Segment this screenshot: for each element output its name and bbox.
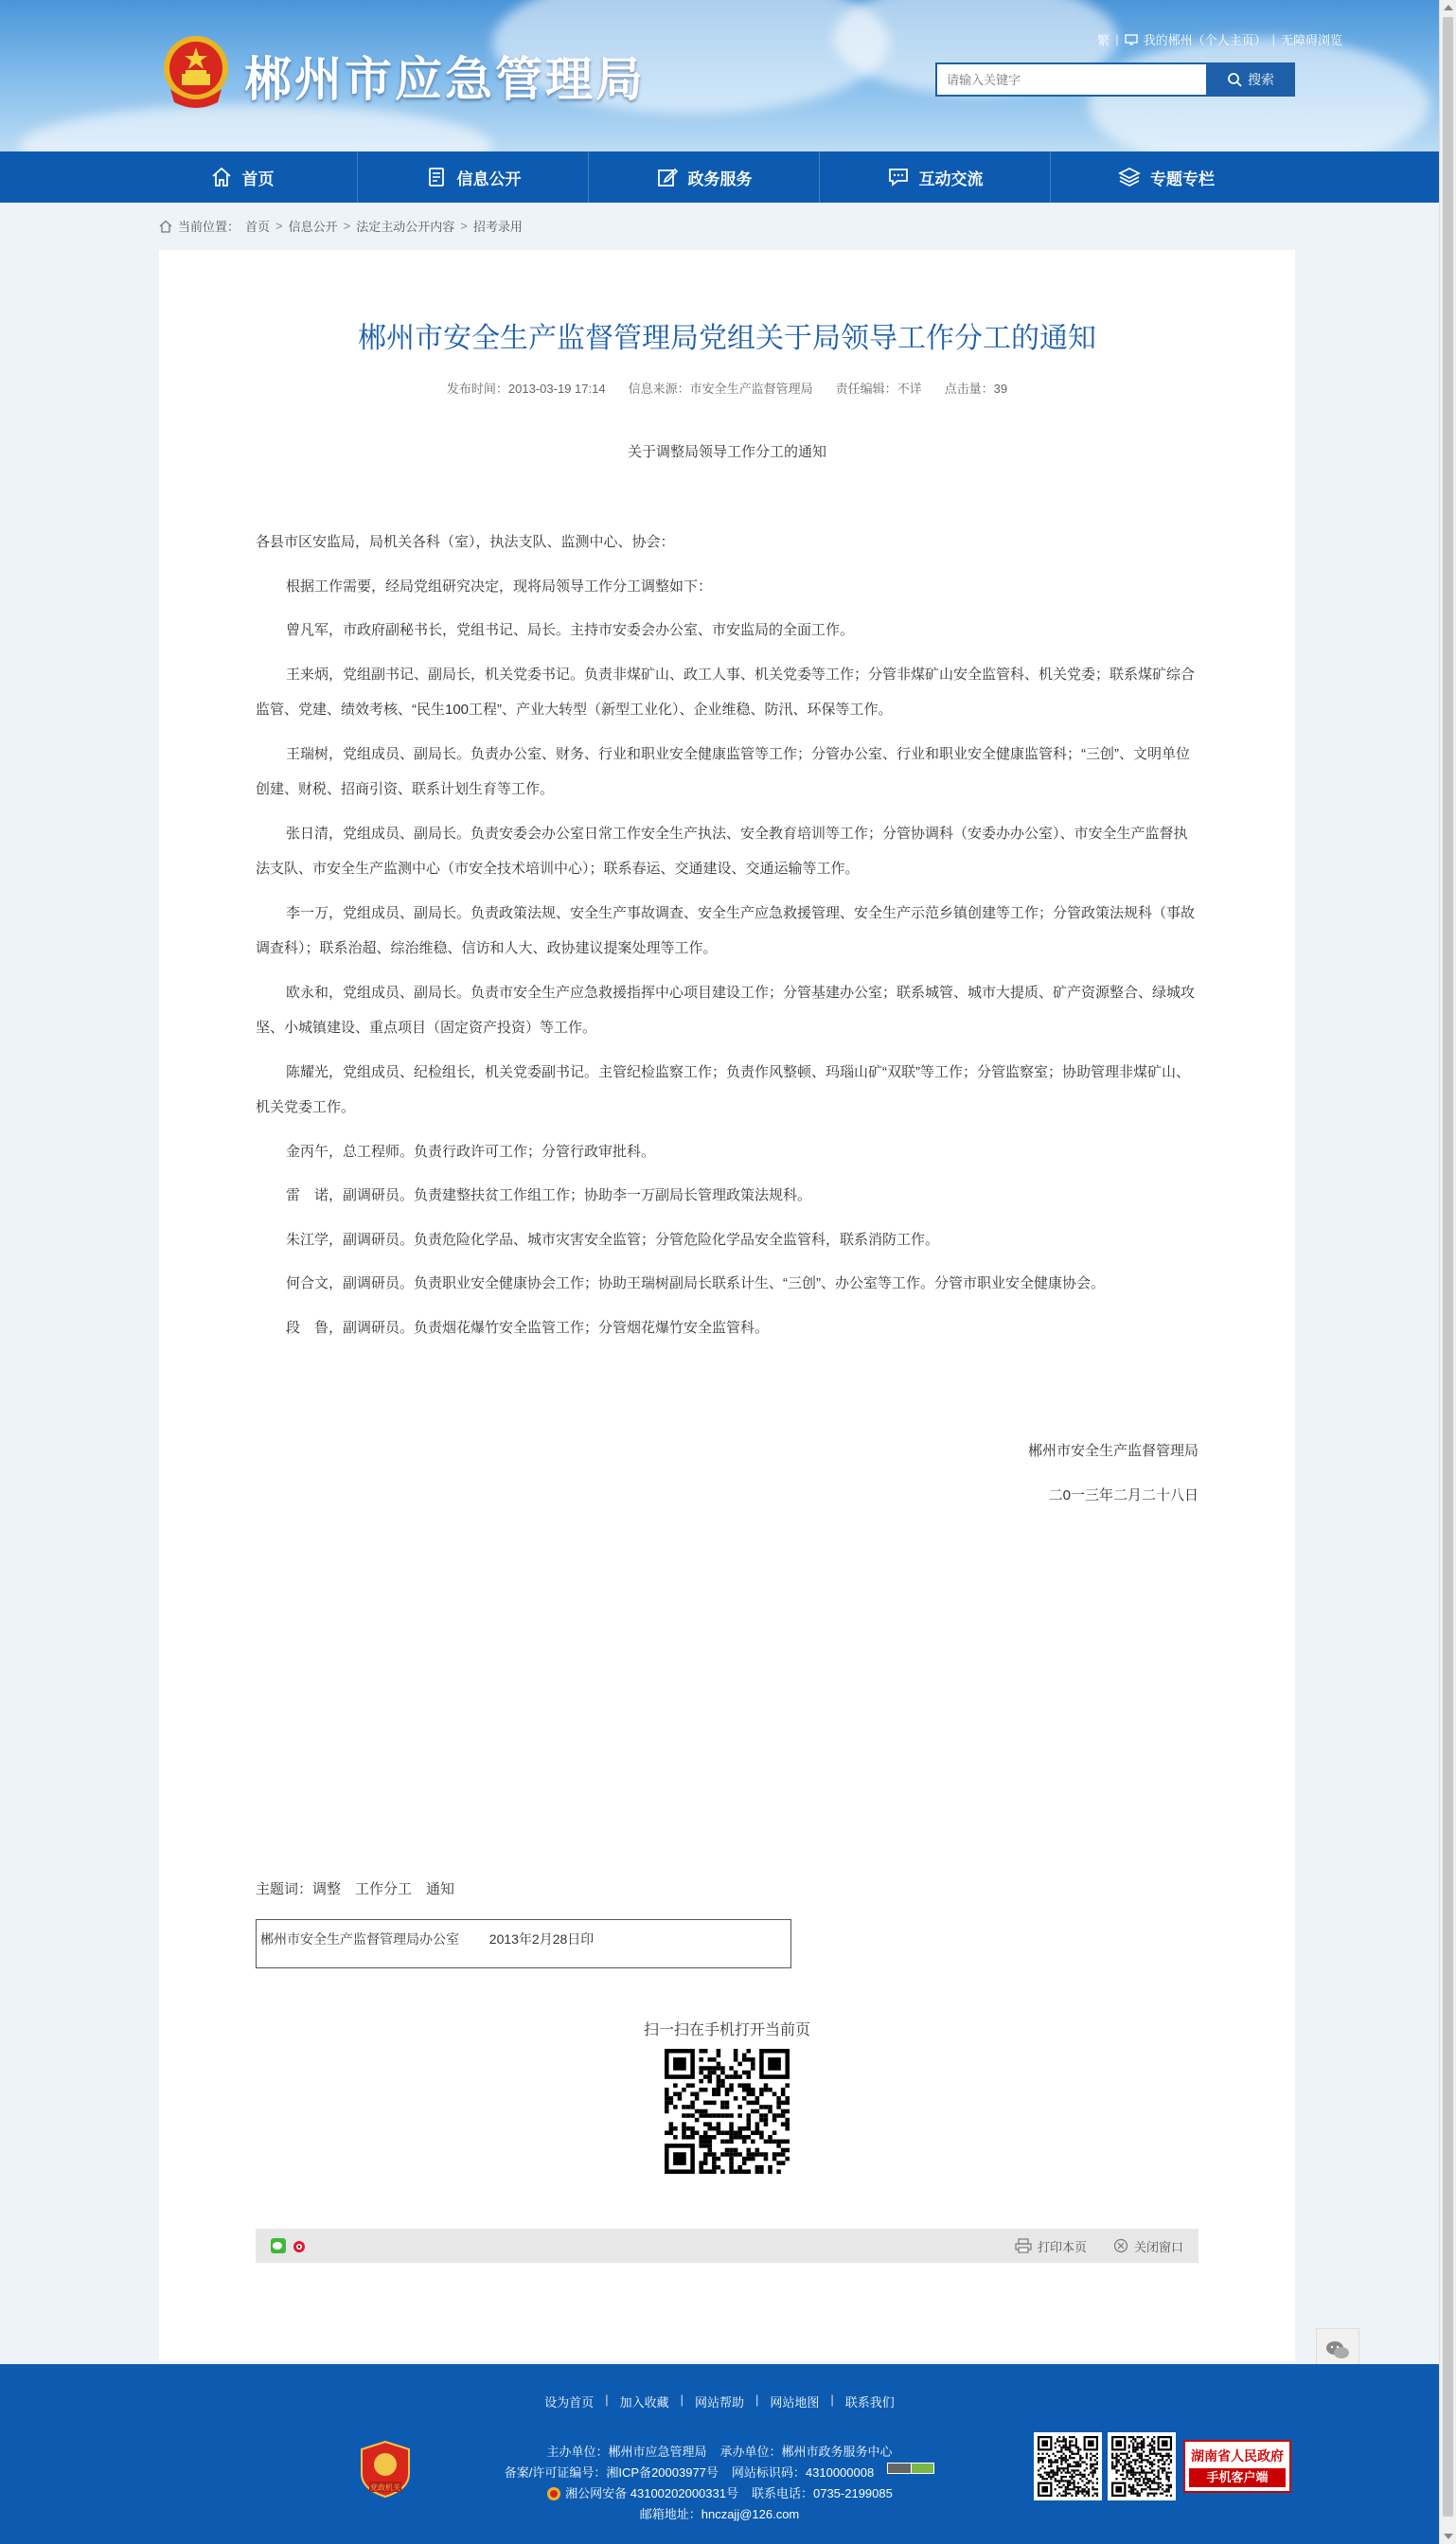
nav-item-special-topics[interactable]: 专题专栏 [1051,151,1282,203]
paragraph: 雷 诺，副调研员。负责建整扶贫工作组工作；协助李一万副局长管理政策法规科。 [286,1187,812,1203]
stamp-org: 郴州市安全生产监督管理局办公室 [260,1931,459,1947]
signature-date: 二0一三年二月二十八日 [1048,1487,1199,1503]
footer-link-favorite[interactable]: 加入收藏 [619,2395,669,2410]
paragraph: 何合文，副调研员。负责职业安全健康协会工作；协助王瑞树副局长联系计生、“三创”、办公室等工作。分管市职业安全健康协会。 [286,1275,1105,1291]
close-circle-icon [1113,2238,1128,2253]
hunan-gov-app-badge[interactable] [1183,2440,1291,2493]
scroll-up-arrow-icon[interactable] [1444,5,1453,10]
footer-phone: 联系电话：0735-2199085 [751,2486,893,2500]
close-window-button[interactable]: 关闭窗口 [1113,2237,1183,2255]
search-bar [935,62,1295,97]
search-input[interactable] [935,62,1206,97]
vertical-scrollbar[interactable] [1439,0,1456,2544]
paragraph: 王瑞树，党组成员、副局长。负责办公室、财务、行业和职业安全健康监管等工作；分管办公室、行业和职业安全健康监管科；“三创”、文明单位创建、财税、招商引资、联系计划生育等工作。 [256,745,1190,797]
site-title: 郴州市应急管理局 [244,52,646,107]
stamp-date: 2013年2月28日印 [488,1931,595,1947]
accessibility-link[interactable]: 无障碍浏览 [1280,33,1342,47]
footer-icp[interactable]: 备案/许可证编号：湘ICP备20003977号 [504,2465,719,2480]
paragraph: 曾凡军，市政府副秘书长，党组书记、局长。主持市安委会办公室、市安监局的全面工作。 [286,622,855,638]
paragraph: 根据工作需要，经局党组研究决定，现将局领导工作分工调整如下： [286,578,713,595]
cnzz-badge-icon[interactable] [887,2463,934,2474]
national-emblem-icon [161,32,231,108]
footer-link-sitemap[interactable]: 网站地图 [770,2395,820,2410]
footer-undertaker: 承办单位：郴州市政务服务中心 [719,2445,893,2459]
search-button[interactable]: 搜索 [1206,62,1295,97]
layers-icon [1118,166,1141,188]
info-source: 信息来源：市安全生产监督管理局 [628,382,813,396]
monitor-icon [1125,34,1138,45]
site-header [0,0,1439,151]
share-group [271,2238,307,2253]
signature-org: 郴州市安全生产监督管理局 [1027,1443,1199,1459]
wechat-share-icon[interactable] [271,2238,286,2253]
print-button[interactable]: 打印本页 [1015,2237,1087,2255]
hit-count: 点击量：39 [944,382,1008,396]
paragraph: 王来炳，党组副书记、副局长，机关党委书记。负责非煤矿山、政工人事、机关党委等工作；分管非煤矿山安全监管科、机关党委；联系煤矿综合监管、党建、绩效考核、“民生100工程”、产业大转型（新型工业化）、企业维稳、防汛、环保等工作。 [256,666,1196,718]
footer-info [473,2442,966,2525]
footer-links: 设为首页 | 加入收藏 | 网站帮助 | 网站地图 | 联系我们 [544,2393,895,2410]
weibo-share-icon[interactable] [292,2238,307,2253]
editor: 责任编辑：不详 [835,382,922,396]
scrollbar-thumb[interactable] [1443,17,1453,2517]
party-gov-badge-icon[interactable] [360,2440,411,2499]
paragraph: 朱江学，副调研员。负责危险化学品、城市灾害安全监管；分管危险化学品安全监管科，联系消防工作。 [286,1231,940,1248]
article-body [256,525,1199,1354]
nav-item-home[interactable]: 首页 [127,151,358,203]
app-badge-title: 湖南省人民政府 [1191,2448,1284,2464]
traditional-chinese-link[interactable]: 繁 [1097,33,1110,47]
breadcrumb-item-info[interactable]: 信息公开 [288,220,338,234]
page-qr-code [665,2049,790,2174]
search-icon [1227,72,1242,87]
edit-icon [656,166,679,188]
footer-link-set-home[interactable]: 设为首页 [544,2395,595,2410]
footer-sponsor: 主办单位：郴州市应急管理局 [546,2445,707,2459]
site-footer [0,2364,1439,2544]
article-title: 郴州市安全生产监督管理局党组关于局领导工作分工的通知 [358,322,1096,355]
breadcrumb: 当前位置： 首页 > 信息公开 > 法定主动公开内容 > 招考录用 [159,217,523,235]
article-panel [159,250,1295,2361]
footer-police-record[interactable]: 湘公网安备 43100202000331号 [565,2486,738,2500]
scroll-down-arrow-icon[interactable] [1444,2534,1453,2539]
printer-icon [1015,2238,1032,2253]
my-chenzhou-link[interactable]: 我的郴州（个人主页） [1143,33,1267,47]
paragraph: 张日清，党组成员、副局长。负责安委会办公室日常工作安全生产执法、安全教育培训等工作；分管协调科（安委办办公室）、市安全生产监督执法支队、市安全生产监测中心（市安全技术培训中心）；联系春运、交通建设、交通运输等工作。 [256,825,1188,877]
top-links: 繁 | 我的郴州（个人主页） | 无障碍浏览 [1097,32,1342,47]
paragraph: 金丙午，总工程师。负责行政许可工作；分管行政审批科。 [286,1143,656,1160]
footer-qr-code-1 [1034,2432,1102,2500]
footer-link-contact[interactable]: 联系我们 [844,2395,895,2410]
police-badge-icon [546,2486,561,2501]
breadcrumb-item-statutory[interactable]: 法定主动公开内容 [356,220,455,234]
qr-label: 扫一扫在手机打开当前页 [643,2022,810,2038]
footer-qr-code-2 [1108,2432,1176,2500]
breadcrumb-item-recruitment[interactable]: 招考录用 [472,220,523,234]
breadcrumb-prefix: 当前位置： [178,220,240,234]
signature-block [1028,1429,1199,1518]
subject-keywords: 主题词：调整 工作分工 通知 [256,1881,455,1897]
paragraph: 段 鲁，副调研员。负责烟花爆竹安全监管工作；分管烟花爆竹安全监管科。 [286,1319,770,1336]
article-toolbar [256,2229,1199,2263]
article-meta [159,379,1295,397]
paragraph: 陈耀光，党组成员、纪检组长，机关党委副书记。主管纪检监察工作；负责作风整顿、玛瑙山矿“双联”等工作；分管监察室；协助管理非煤矿山、机关党委工作。 [256,1063,1190,1115]
article-subhead: 关于调整局领导工作分工的通知 [627,444,826,460]
paragraph: 欧永和，党组成员、副局长。负责市安全生产应急救援指挥中心项目建设工作；分管基建办公室；联系城管、城市大提质、矿产资源整合、绿城攻坚、小城镇建设、重点项目（固定资产投资）等工作。 [256,984,1196,1036]
wechat-icon [1324,2339,1351,2361]
nav-item-interaction[interactable]: 互动交流 [820,151,1051,203]
app-badge-subtitle: 手机客户端 [1189,2468,1286,2487]
footer-link-help[interactable]: 网站帮助 [694,2395,744,2410]
svg-text:党政机关: 党政机关 [370,2483,400,2492]
footer-site-id: 网站标识码：4310000008 [731,2465,875,2480]
nav-item-gov-services[interactable]: 政务服务 [589,151,820,203]
home-outline-icon [159,220,172,233]
breadcrumb-item-home[interactable]: 首页 [245,220,271,234]
footer-email: 邮箱地址：hnczajj@126.com [639,2507,800,2521]
print-stamp-box [256,1919,791,1968]
paragraph: 李一万，党组成员、副局长。负责政策法规、安全生产事故调查、安全生产应急救援管理、安全生产示范乡镇创建等工作；分管政策法规科（事故调查科）；联系治超、综治维稳、信访和人大、政协建议提案处理等工作。 [256,904,1196,956]
nav-item-info-disclosure[interactable]: 信息公开 [358,151,589,203]
publish-time: 发布时间：2013-03-19 17:14 [446,382,606,396]
document-icon [425,166,448,188]
chat-icon [887,166,910,188]
main-nav [0,151,1439,203]
paragraph: 各县市区安监局，局机关各科（室），执法支队、监测中心、协会： [256,534,675,550]
home-icon [210,166,233,188]
